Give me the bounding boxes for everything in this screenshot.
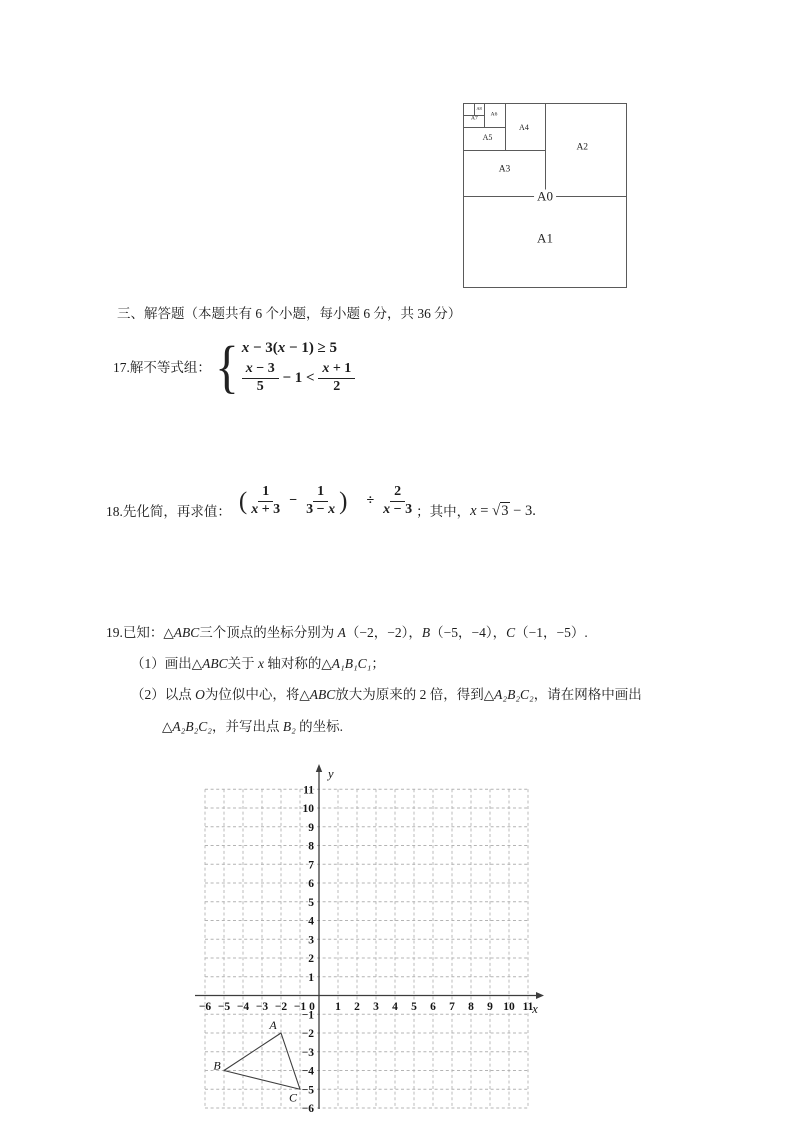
minus-sign: −	[289, 493, 298, 508]
x-tick-label: 6	[430, 1001, 436, 1013]
label-a6: A6	[490, 110, 498, 117]
condition-text: ；其中，	[416, 503, 471, 519]
problem-19-line-4	[162, 715, 343, 735]
triangle-name: ABC	[202, 656, 228, 671]
math-token: − 3.	[509, 502, 536, 519]
problem-19-line-1	[106, 621, 588, 641]
fraction	[247, 485, 284, 517]
system-brace: {	[214, 334, 239, 399]
x-tick-label: −1	[293, 1001, 307, 1013]
inequality-2	[242, 362, 356, 394]
text: ，请在网格中画出	[533, 687, 642, 702]
diagram-line	[545, 104, 546, 196]
x-tick-label: 4	[392, 1001, 398, 1013]
y-tick-label: −3	[301, 1046, 314, 1059]
sqrt-expression	[492, 502, 509, 519]
sqrt-icon: √	[492, 502, 501, 519]
x-axis-arrow-icon	[536, 992, 544, 999]
divide-sign: ÷	[366, 493, 375, 508]
fraction	[379, 485, 416, 517]
text: 19.已知：△	[106, 625, 174, 640]
label-a1: A1	[537, 230, 553, 246]
y-tick-label: 3	[308, 934, 314, 947]
origin-label: 0	[309, 1001, 315, 1013]
numerator: 2	[390, 485, 405, 502]
problem-17-label: 17.解不等式组：	[113, 359, 211, 375]
x-axis-label: x	[532, 1002, 538, 1016]
sqrt-arg: 3	[501, 502, 509, 519]
y-tick-label: 9	[308, 821, 314, 834]
y-tick-label: −6	[301, 1103, 314, 1115]
triangle-name: A₁B₁C₁	[331, 656, 372, 671]
y-tick-label: −5	[301, 1084, 314, 1097]
denominator: 2	[333, 378, 341, 394]
y-axis-arrow-icon	[316, 764, 322, 772]
y-axis-label: y	[328, 767, 334, 781]
fraction	[318, 362, 355, 394]
text: （2）以点	[131, 687, 196, 702]
y-tick-label: −1	[301, 1009, 314, 1022]
inequality-1	[242, 340, 337, 357]
label-a5: A5	[482, 132, 493, 142]
y-tick-label: 11	[303, 784, 314, 797]
math-token: x	[383, 501, 391, 517]
coords: （−5，−4），	[430, 625, 507, 640]
math-token: − 1) ≥ 5	[285, 339, 338, 356]
numerator: 1	[313, 485, 328, 502]
vertex-label-c: C	[288, 1090, 298, 1105]
fraction	[242, 362, 279, 394]
problem-18-label: 18.先化简，再求值：	[106, 503, 231, 519]
numerator	[318, 362, 355, 379]
y-tick-label: 7	[308, 859, 314, 872]
label-a2: A2	[576, 142, 589, 153]
x-tick-label: 5	[411, 1001, 417, 1013]
math-token: x	[322, 360, 330, 376]
text: △	[162, 719, 173, 734]
text: （1）画出△	[131, 656, 203, 671]
denominator	[379, 502, 416, 518]
section-heading: 三、解答题（本题共有 6 个小题，每小题 6 分，共 36 分）	[117, 306, 462, 321]
math-token: + 3	[258, 501, 281, 517]
denominator	[302, 502, 339, 518]
vertex-label-b: B	[213, 1058, 221, 1073]
label-a4: A4	[519, 122, 529, 132]
label-a8: A8	[476, 106, 482, 112]
y-tick-label: 10	[302, 803, 314, 815]
y-tick-label: 6	[308, 878, 314, 890]
label-a3: A3	[498, 164, 511, 175]
x-tick-label: −2	[274, 1001, 288, 1013]
y-tick-label: 8	[308, 840, 314, 853]
diagram-line	[464, 150, 545, 151]
math-token: − 3	[252, 360, 275, 376]
inequality-system	[242, 340, 356, 394]
point-name: B₂	[282, 719, 296, 734]
problem-19-line-3	[131, 683, 642, 703]
math-token: x	[277, 339, 286, 356]
math-token: 3 −	[306, 501, 329, 517]
diagram-line	[505, 104, 506, 150]
left-paren: (	[238, 487, 248, 515]
math-token: − 1 <	[278, 369, 319, 386]
math-token: x	[251, 501, 259, 517]
x-tick-label: 7	[449, 1001, 455, 1013]
paper-size-diagram	[463, 103, 627, 288]
y-tick-label: −2	[301, 1028, 314, 1040]
label-a7: A7	[470, 115, 478, 122]
math-token: x	[258, 656, 265, 671]
problem-18	[106, 477, 536, 525]
y-tick-label: 2	[308, 953, 314, 965]
x-tick-label: −5	[217, 1001, 231, 1013]
text: 放大为原来的 2 倍，得到△	[335, 687, 495, 702]
text: ；	[371, 656, 385, 671]
x-tick-label: 1	[335, 1001, 341, 1013]
y-tick-label: −4	[301, 1065, 314, 1078]
y-tick-label: 4	[308, 915, 314, 928]
x-tick-label: −4	[236, 1001, 250, 1013]
triangle-name: A₂B₂C₂	[494, 687, 534, 702]
problem-19-line-2	[131, 652, 385, 672]
y-tick-label: 5	[308, 896, 314, 909]
text: 三个顶点的坐标分别为	[199, 625, 338, 640]
math-token: =	[476, 502, 493, 519]
numerator	[242, 362, 279, 379]
diagram-line	[474, 104, 475, 115]
condition-equation	[470, 503, 536, 520]
x-tick-label: 8	[468, 1001, 474, 1013]
x-tick-label: 3	[373, 1001, 379, 1013]
math-token: x	[470, 502, 477, 519]
x-tick-label: −6	[198, 1001, 212, 1013]
math-token: x	[241, 339, 250, 356]
coords: （−2，−2），	[345, 625, 422, 640]
triangle-name: ABC	[173, 625, 200, 640]
fraction	[302, 485, 339, 517]
text: 的坐标.	[295, 719, 344, 734]
diagram-line	[484, 104, 485, 127]
point-name: A	[337, 625, 346, 640]
x-tick-label: 11	[522, 1001, 534, 1013]
text: 轴对称的△	[264, 656, 332, 671]
denominator	[247, 502, 284, 518]
denominator: 5	[256, 378, 264, 394]
point-name: O	[195, 687, 205, 702]
math-token: − 3	[390, 501, 413, 517]
math-token: x	[245, 360, 253, 376]
x-tick-label: 10	[503, 1001, 515, 1013]
label-a0: A0	[534, 189, 556, 202]
math-token: x	[328, 501, 336, 517]
x-tick-label: −3	[255, 1001, 269, 1013]
vertex-label-a: A	[269, 1018, 277, 1032]
text: ，并写出点	[211, 719, 283, 734]
point-name: C	[506, 625, 516, 640]
right-paren: )	[339, 487, 348, 515]
point-name: B	[421, 625, 431, 640]
coordinate-grid-figure	[183, 758, 561, 1120]
text: 为位似中心，将△	[204, 687, 310, 702]
math-token: + 1	[329, 360, 352, 376]
x-tick-label: 2	[354, 1001, 360, 1013]
text: 关于	[227, 656, 259, 671]
numerator: 1	[258, 485, 273, 502]
diagram-line	[464, 127, 505, 128]
triangle-name: A₂B₂C₂	[172, 719, 212, 734]
triangle-name: ABC	[309, 687, 336, 702]
y-tick-label: 1	[308, 971, 314, 984]
x-tick-label: 9	[487, 1001, 493, 1013]
math-token: − 3(	[249, 339, 278, 356]
coords: （−1，−5）.	[515, 625, 588, 640]
problem-17	[113, 336, 355, 398]
